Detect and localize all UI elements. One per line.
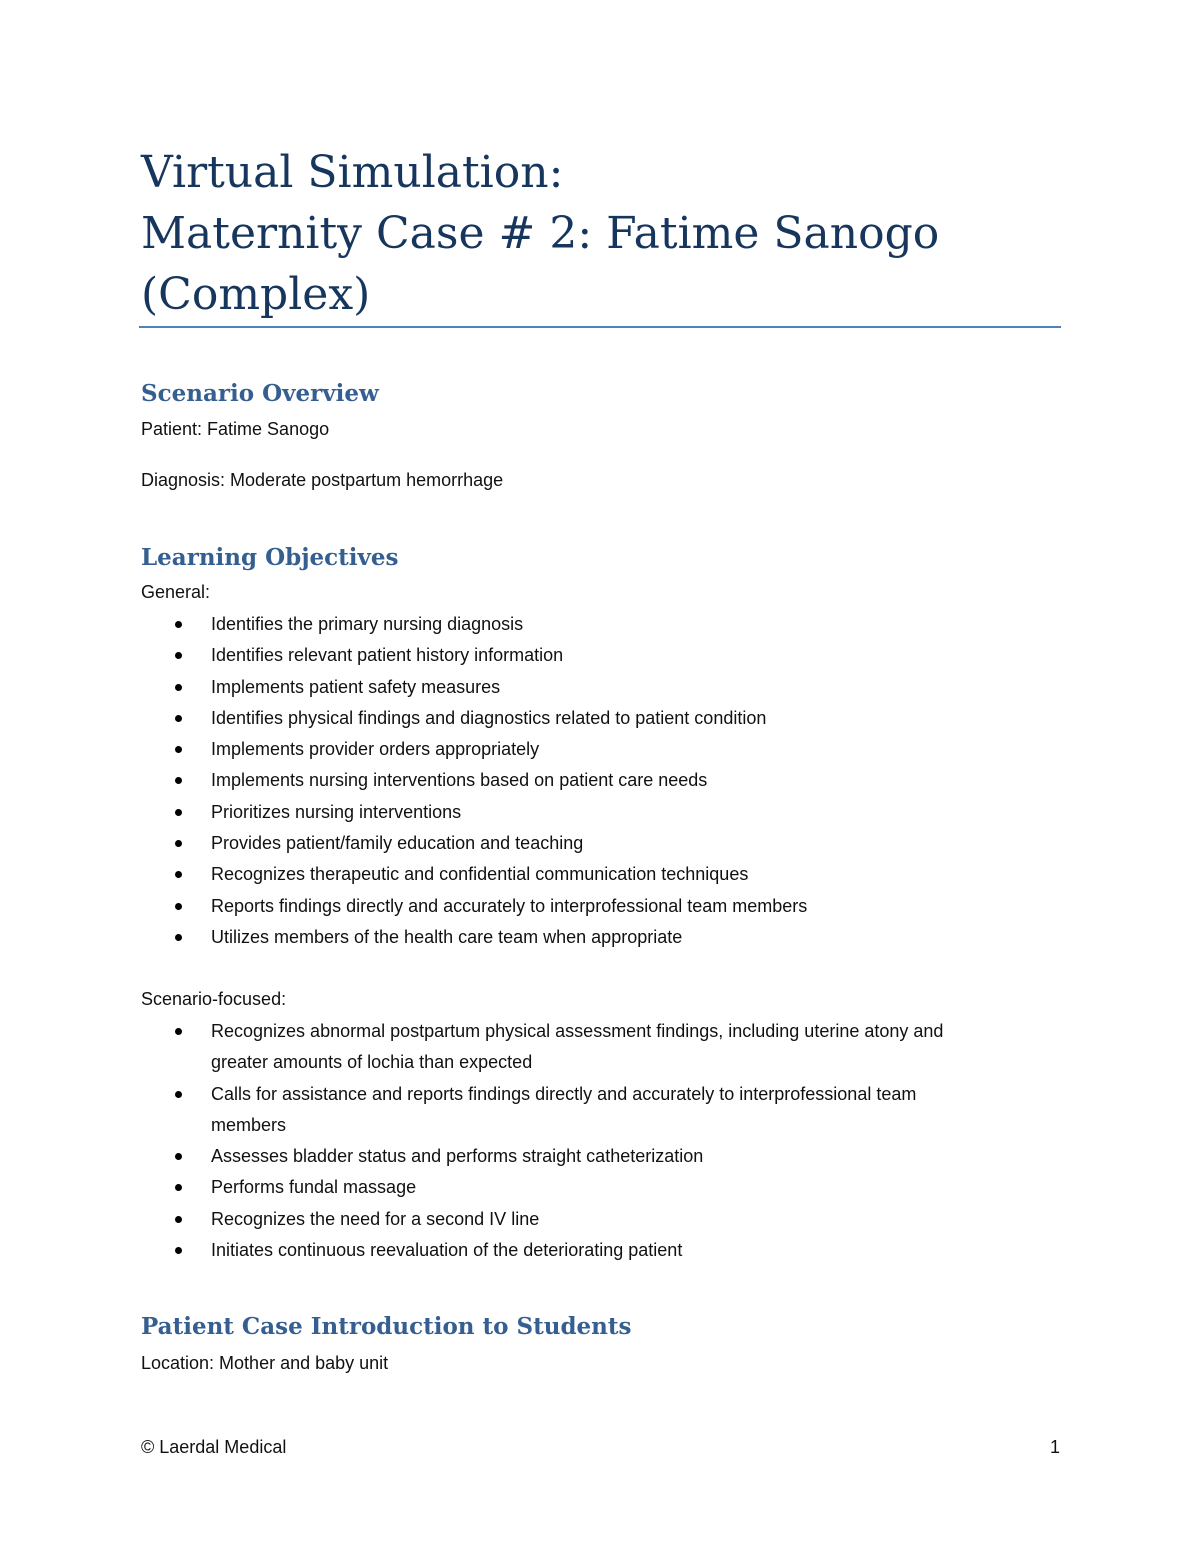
footer-copyright: © Laerdal Medical [141, 1437, 287, 1457]
title-line-2: Maternity Case # 2: Fatime Sanogo [141, 208, 940, 259]
page-title [141, 142, 1061, 325]
scenario-objective-item [141, 1079, 1041, 1142]
diagnosis-line: Diagnosis: Moderate postpartum hemorrhage [141, 470, 504, 490]
general-objective-item: Prioritizes nursing interventions [141, 797, 1041, 828]
general-objective-item: Recognizes therapeutic and confidential communication techniques [141, 859, 1041, 890]
scenario-objective-item [141, 1016, 1041, 1079]
scenario-objective-item [141, 1204, 1041, 1235]
scenario-objective-text: Assesses bladder status and performs straight catheterization [211, 1146, 704, 1167]
general-objective-item: Provides patient/family education and teaching [141, 828, 1041, 859]
general-objective-item: Utilizes members of the health care team when appropriate [141, 922, 1041, 953]
scenario-focused-label: Scenario-focused: [141, 989, 287, 1009]
scenario-overview-heading: Scenario Overview [141, 380, 379, 407]
scenario-objective-item [141, 1172, 1041, 1203]
patient-case-intro-heading: Patient Case Introduction to Students [141, 1313, 632, 1340]
general-label: General: [141, 582, 211, 602]
scenario-objective-text: Calls for assistance and reports findings directly and accurately to interprofessional team [211, 1083, 917, 1104]
title-divider [139, 326, 1061, 328]
scenario-objective-text: Initiates continuous reevaluation of the deteriorating patient [211, 1240, 683, 1261]
scenario-objective-item [141, 1235, 1041, 1266]
learning-objectives-heading: Learning Objectives [141, 544, 399, 571]
general-objectives-list [141, 609, 1041, 953]
location-line: Location: Mother and baby unit [141, 1353, 389, 1373]
general-objective-item: Identifies relevant patient history information [141, 640, 1041, 671]
scenario-objective-text: Recognizes the need for a second IV line [211, 1208, 540, 1229]
general-objective-item: Implements provider orders appropriately [141, 734, 1041, 765]
general-objective-item: Identifies physical findings and diagnostics related to patient condition [141, 703, 1041, 734]
scenario-objective-text: greater amounts of lochia than expected [211, 1052, 533, 1073]
title-line-3: (Complex) [141, 269, 371, 320]
general-objective-item: Implements nursing interventions based on patient care needs [141, 765, 1041, 796]
general-objective-item: Identifies the primary nursing diagnosis [141, 609, 1041, 640]
footer-page-number: 1 [1049, 1437, 1060, 1457]
title-line-1: Virtual Simulation: [141, 147, 564, 198]
scenario-objective-text: Recognizes abnormal postpartum physical assessment findings, including uterine atony and [211, 1021, 944, 1041]
scenario-objective-text: Performs fundal massage [211, 1177, 417, 1198]
general-objective-item: Reports findings directly and accurately to interprofessional team members [141, 891, 1041, 922]
scenario-objective-item [141, 1141, 1041, 1172]
general-objective-item: Implements patient safety measures [141, 672, 1041, 703]
scenario-objectives-list [141, 1016, 1041, 1266]
patient-line: Patient: Fatime Sanogo [141, 419, 330, 439]
scenario-objective-text: members [211, 1114, 287, 1135]
